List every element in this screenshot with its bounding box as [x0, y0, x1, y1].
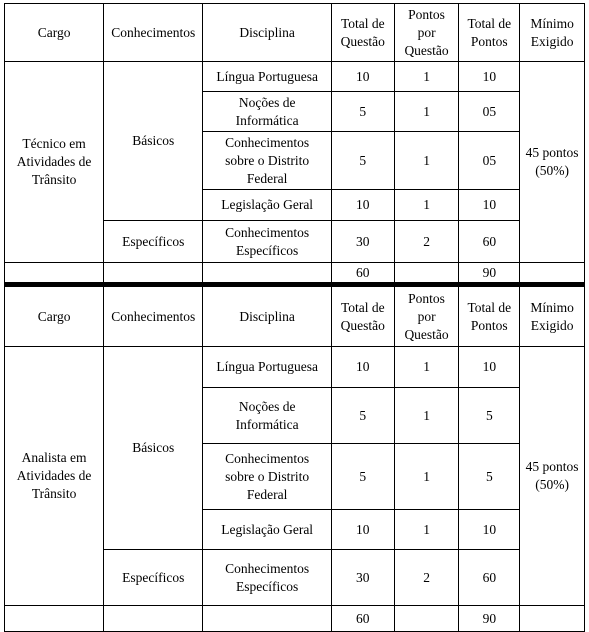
header-row [5, 287, 585, 347]
table-row [5, 347, 585, 388]
basicos-cell: Básicos [104, 347, 203, 550]
total-cell: 05 [459, 132, 520, 190]
disciplina-cell: Conhecimentos Específicos [203, 550, 332, 606]
total-questoes-sum: 60 [331, 606, 394, 632]
header-cargo: Cargo [5, 287, 104, 347]
header-conhecimentos: Conhecimentos [104, 287, 203, 347]
questoes-cell: 5 [331, 132, 394, 190]
pontos-cell: 1 [394, 388, 459, 444]
disciplina-cell: Língua Portuguesa [203, 62, 332, 92]
especificos-cell: Específicos [104, 221, 203, 263]
exam-table-tecnico [4, 3, 585, 283]
total-cell: 60 [459, 221, 520, 263]
exam-table-analista [4, 286, 585, 632]
disciplina-cell: Noções de Informática [203, 388, 332, 444]
questoes-cell: 5 [331, 92, 394, 132]
total-pontos-sum: 90 [459, 606, 520, 632]
total-questoes-sum: 60 [331, 263, 394, 283]
disciplina-cell: Legislação Geral [203, 190, 332, 221]
header-minimo: Mínimo Exigido [520, 4, 585, 62]
total-cell: 10 [459, 510, 520, 550]
questoes-cell: 10 [331, 190, 394, 221]
disciplina-cell: Noções de Informática [203, 92, 332, 132]
pontos-cell: 1 [394, 132, 459, 190]
header-minimo: Mínimo Exigido [520, 287, 585, 347]
questoes-cell: 30 [331, 221, 394, 263]
questoes-cell: 5 [331, 444, 394, 510]
minimo-cell: 45 pontos (50%) [520, 347, 585, 606]
table-row [5, 62, 585, 92]
header-total-pontos: Total de Pontos [459, 4, 520, 62]
pontos-cell: 1 [394, 347, 459, 388]
total-cell: 5 [459, 444, 520, 510]
header-cargo: Cargo [5, 4, 104, 62]
disciplina-cell: Conhecimentos sobre o Distrito Federal [203, 444, 332, 510]
total-cell: 10 [459, 62, 520, 92]
total-pontos-sum: 90 [459, 263, 520, 283]
pontos-cell: 1 [394, 92, 459, 132]
header-pontos-questao: Pontos por Questão [394, 4, 459, 62]
header-row [5, 4, 585, 62]
header-disciplina: Disciplina [203, 287, 332, 347]
disciplina-cell: Legislação Geral [203, 510, 332, 550]
header-pontos-questao: Pontos por Questão [394, 287, 459, 347]
header-conhecimentos: Conhecimentos [104, 4, 203, 62]
total-cell: 60 [459, 550, 520, 606]
pontos-cell: 1 [394, 62, 459, 92]
header-disciplina: Disciplina [203, 4, 332, 62]
total-cell: 10 [459, 190, 520, 221]
disciplina-cell: Língua Portuguesa [203, 347, 332, 388]
questoes-cell: 10 [331, 347, 394, 388]
total-cell: 05 [459, 92, 520, 132]
pontos-cell: 1 [394, 510, 459, 550]
total-cell: 5 [459, 388, 520, 444]
totals-row [5, 263, 585, 283]
header-total-questoes: Total de Questão [331, 287, 394, 347]
pontos-cell: 2 [394, 221, 459, 263]
pontos-cell: 1 [394, 190, 459, 221]
total-cell: 10 [459, 347, 520, 388]
questoes-cell: 5 [331, 388, 394, 444]
cargo-cell: Analista em Atividades de Trânsito [5, 347, 104, 606]
disciplina-cell: Conhecimentos Específicos [203, 221, 332, 263]
questoes-cell: 10 [331, 62, 394, 92]
cargo-cell: Técnico em Atividades de Trânsito [5, 62, 104, 263]
basicos-cell: Básicos [104, 62, 203, 221]
especificos-cell: Específicos [104, 550, 203, 606]
questoes-cell: 30 [331, 550, 394, 606]
header-total-questoes: Total de Questão [331, 4, 394, 62]
disciplina-cell: Conhecimentos sobre o Distrito Federal [203, 132, 332, 190]
header-total-pontos: Total de Pontos [459, 287, 520, 347]
questoes-cell: 10 [331, 510, 394, 550]
pontos-cell: 2 [394, 550, 459, 606]
minimo-cell: 45 pontos (50%) [520, 62, 585, 263]
pontos-cell: 1 [394, 444, 459, 510]
